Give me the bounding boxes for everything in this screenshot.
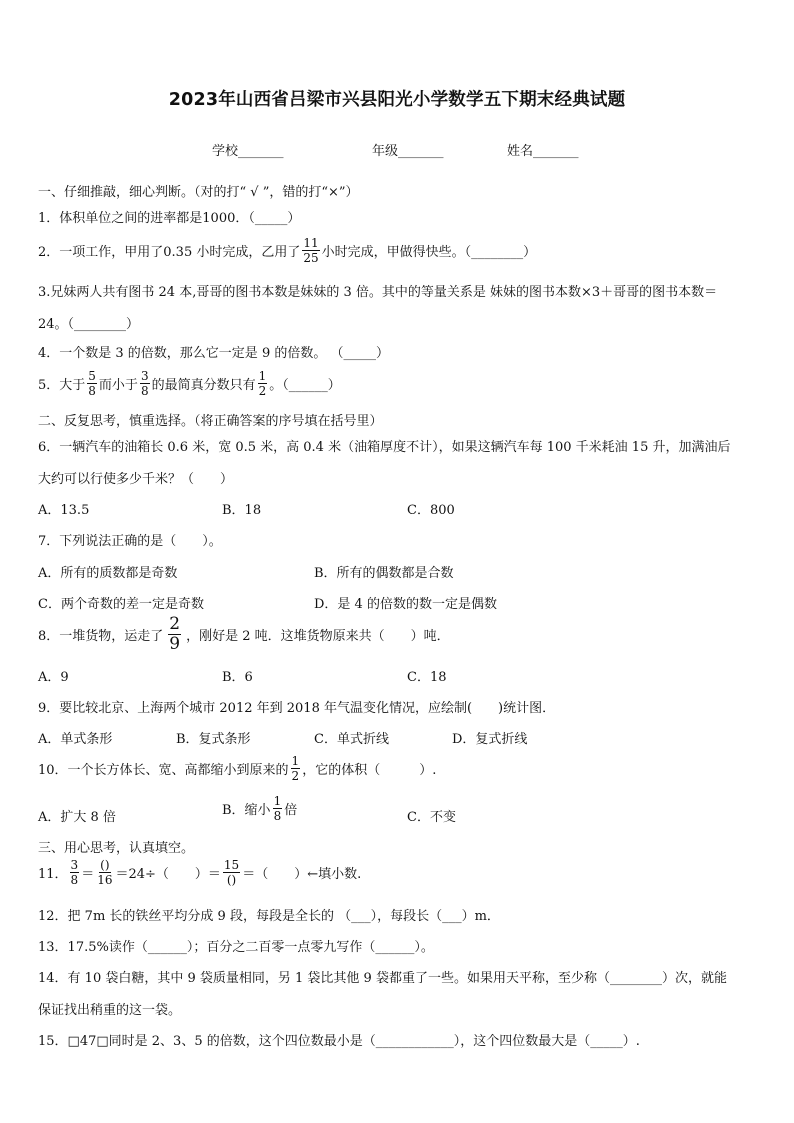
question-text: ＝ <box>81 867 95 882</box>
question-15: 15．□47□同时是 2、3、5 的倍数，这个四位数最小是（____________），这个四位数最大是（_____）. <box>38 1034 640 1049</box>
question-text: 5．大于 <box>38 378 86 393</box>
question-6: 6．一辆汽车的油箱长 0.6 米，宽 0.5 米，高 0.4 米（油箱厚度不计），如果这辆汽车每 100 千米耗油 15 升，加满油后 <box>38 440 731 455</box>
page-title: 2023年山西省吕梁市兴县阳光小学数学五下期末经典试题 <box>168 90 626 110</box>
fraction: $\frac{11}{25}$ <box>303 236 319 265</box>
fraction: $\frac{1}{8}$ <box>273 794 282 823</box>
section-heading: 三、用心思考，认真填空。 <box>38 841 195 856</box>
section-heading: 二、反复思考，慎重选择。（将正确答案的序号填在括号里） <box>38 414 383 429</box>
option: C．800 <box>407 503 455 518</box>
fraction: $\frac{()}{16}$ <box>97 858 113 887</box>
question-text: 的最简真分数只有 <box>151 378 256 393</box>
question-text: ＝（ ）←填小数. <box>242 867 362 882</box>
question-text: 小时完成，甲做得快些。（________） <box>321 245 537 260</box>
question-3: 3.兄妹两人共有图书 24 本,哥哥的图书本数是妹妹的 3 倍。其中的等量关系是 妹妹的图书本数×3＋哥哥的图书本数＝ <box>38 285 718 300</box>
question-text: 11． <box>38 867 68 882</box>
question-14-cont: 保证找出稍重的这一袋。 <box>38 1003 182 1018</box>
question-11 <box>38 859 361 886</box>
option: A．单式条形 <box>38 732 113 747</box>
question-14: 14．有 10 袋白糖，其中 9 袋质量相同，另 1 袋比其他 9 袋都重了一些。如果用天平称，至少称（________）次，就能 <box>38 971 727 986</box>
question-text: ，它的体积（ ）. <box>302 763 437 778</box>
question-8 <box>38 616 450 653</box>
option: B．6 <box>222 670 253 685</box>
fraction: $\frac{1}{2}$ <box>291 754 300 783</box>
question-text: 8．一堆货物，运走了 <box>38 629 164 644</box>
option: A．所有的质数都是奇数 <box>38 566 178 581</box>
question-3-cont: 24。（________） <box>38 317 140 332</box>
question-text: ＝24÷（ ）＝ <box>115 867 221 882</box>
option: B．缩小 $\frac{1}{8}$ 倍 <box>222 794 298 823</box>
fraction: $\frac{5}{8}$ <box>88 369 96 398</box>
question-6-cont: 大约可以行使多少千米？（ ） <box>38 472 234 487</box>
fraction: $\frac{3}{8}$ <box>70 858 79 887</box>
question-text: 10．一个长方体长、宽、高都缩小到原来的 <box>38 763 289 778</box>
option: C．两个奇数的差一定是奇数 <box>38 597 204 612</box>
option: C．单式折线 <box>314 732 389 747</box>
question-4: 4．一个数是 3 的倍数，那么它一定是 9 的倍数。 （_____） <box>38 346 389 361</box>
fraction: $\frac{15}{()}$ <box>223 858 240 887</box>
option: B．复式条形 <box>176 732 251 747</box>
question-13: 13．17.5%读作（______）；百分之二百零一点零九写作（______）。 <box>38 940 434 955</box>
section-heading: 一、仔细推敲，细心判断。（对的打“ √ ”，错的打“×”） <box>38 185 359 200</box>
question-7: 7．下列说法正确的是（ ）。 <box>38 534 222 549</box>
option: B．18 <box>222 503 262 518</box>
question-text: 2．一项工作，甲用了0.35 小时完成，乙用了 <box>38 245 301 260</box>
option: D．复式折线 <box>452 732 528 747</box>
fraction: $\frac{1}{2}$ <box>258 369 267 398</box>
question-9: 9．要比较北京、上海两个城市 2012 年到 2018 年气温变化情况，应绘制( )统计图． <box>38 701 556 716</box>
fraction: $\frac{2}{9}$ <box>169 614 181 654</box>
grade-field[interactable]: 年级_______ <box>372 144 444 159</box>
question-text: 。（______） <box>269 378 341 393</box>
name-field[interactable]: 姓名_______ <box>507 144 579 159</box>
option: A．13.5 <box>38 503 90 518</box>
question-1: 1．体积单位之间的进率都是1000．（_____） <box>38 211 301 226</box>
question-text: 而小于 <box>98 378 138 393</box>
question-12: 12．把 7m 长的铁丝平均分成 9 段，每段是全长的 （___），每段长（___）m． <box>38 909 500 924</box>
fraction: $\frac{3}{8}$ <box>140 369 149 398</box>
option: A．9 <box>38 670 69 685</box>
option: C．18 <box>407 670 447 685</box>
question-text: ，刚好是 2 吨．这堆货物原来共（ ）吨． <box>186 629 450 644</box>
option: D．是 4 的倍数的数一定是偶数 <box>314 597 497 612</box>
question-5 <box>38 370 341 397</box>
option: B．所有的偶数都是合数 <box>314 566 454 581</box>
school-field[interactable]: 学校_______ <box>212 144 284 159</box>
option: C．不变 <box>407 810 456 825</box>
question-2 <box>38 237 536 264</box>
option: A．扩大 8 倍 <box>38 810 116 825</box>
question-10 <box>38 755 436 782</box>
